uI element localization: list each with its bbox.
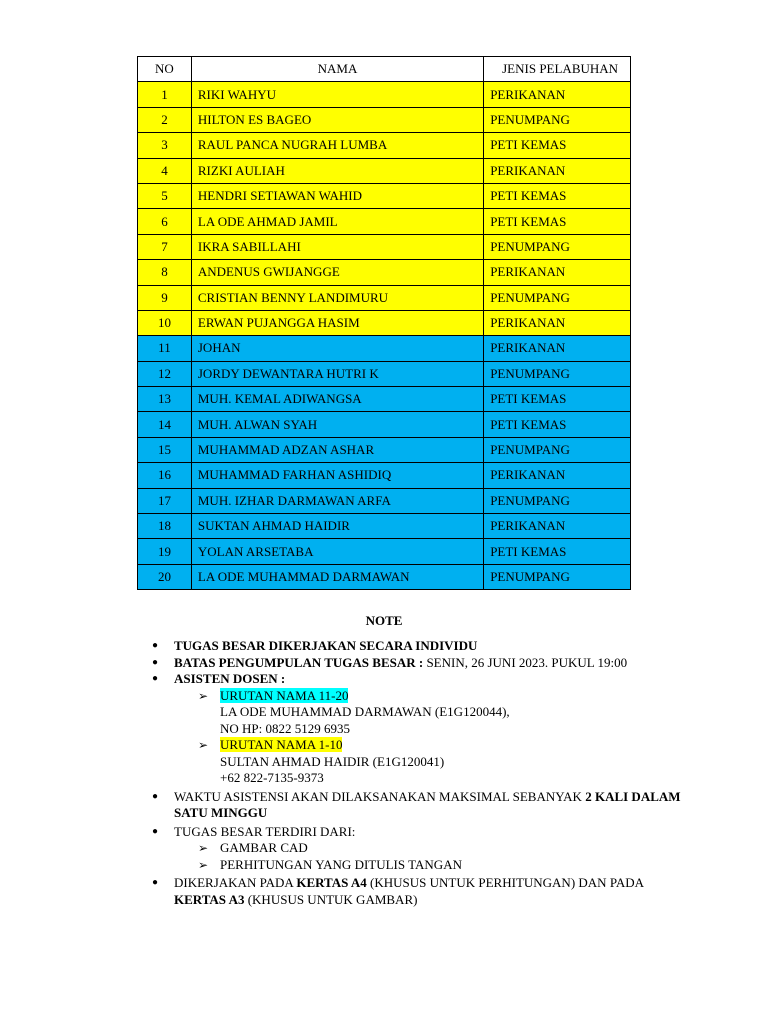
cell-no: 3 <box>138 133 192 158</box>
asisten-range <box>150 737 690 754</box>
header-no: NO <box>138 57 192 82</box>
cell-jenis: PERIKANAN <box>484 336 631 361</box>
cell-no: 9 <box>138 285 192 310</box>
cell-no: 1 <box>138 82 192 107</box>
cell-jenis: PETI KEMAS <box>484 209 631 234</box>
cell-nama: HENDRI SETIAWAN WAHID <box>191 183 483 208</box>
cell-nama: IKRA SABILLAHI <box>191 234 483 259</box>
cell-jenis: PENUMPANG <box>484 234 631 259</box>
cell-no: 16 <box>138 463 192 488</box>
asisten-name: LA ODE MUHAMMAD DARMAWAN (E1G120044), <box>220 704 510 719</box>
bullet-icon: ● <box>152 877 159 888</box>
note-subitem-text: PERHITUNGAN YANG DITULIS TANGAN <box>220 856 462 872</box>
cell-nama: ERWAN PUJANGGA HASIM <box>191 310 483 335</box>
asisten-name: SULTAN AHMAD HAIDIR (E1G120041) <box>220 753 445 769</box>
cell-jenis: PETI KEMAS <box>484 183 631 208</box>
cell-jenis: PENUMPANG <box>484 488 631 513</box>
note-bold: KERTAS A4 <box>296 875 367 890</box>
cell-nama: RIKI WAHYU <box>191 82 483 107</box>
cell-jenis: PETI KEMAS <box>484 133 631 158</box>
note-text: TUGAS BESAR DIKERJAKAN SECARA INDIVIDU <box>174 638 478 653</box>
cell-no: 13 <box>138 387 192 412</box>
cell-no: 12 <box>138 361 192 386</box>
cell-nama: LA ODE AHMAD JAMIL <box>191 209 483 234</box>
cell-jenis: PETI KEMAS <box>484 387 631 412</box>
table-row <box>138 285 631 310</box>
cell-no: 14 <box>138 412 192 437</box>
table-row <box>138 82 631 107</box>
asisten-phone: +62 822-7135-9373 <box>220 770 324 785</box>
table-row <box>138 260 631 285</box>
note-list <box>150 638 690 908</box>
cell-nama: LA ODE MUHAMMAD DARMAWAN <box>191 564 483 589</box>
cell-nama: RIZKI AULIAH <box>191 158 483 183</box>
cell-jenis: PENUMPANG <box>484 361 631 386</box>
table-row <box>138 412 631 437</box>
cell-no: 6 <box>138 209 192 234</box>
cell-no: 11 <box>138 336 192 361</box>
note-label: BATAS PENGUMPULAN TUGAS BESAR : <box>174 654 424 670</box>
note-bold: KERTAS A3 <box>174 891 245 907</box>
cell-jenis: PETI KEMAS <box>484 539 631 564</box>
note-item <box>150 655 690 672</box>
note-subitem <box>150 857 690 874</box>
cell-nama: MUHAMMAD ADZAN ASHAR <box>191 437 483 462</box>
note-item <box>150 638 690 655</box>
note-text: (KHUSUS UNTUK PERHITUNGAN) DAN PADA <box>366 875 644 890</box>
cell-no: 18 <box>138 514 192 539</box>
header-jenis: JENIS PELABUHAN <box>484 57 631 82</box>
note-title: NOTE <box>365 613 403 628</box>
student-table <box>137 56 631 590</box>
asisten-range <box>150 688 690 705</box>
table-row <box>138 539 631 564</box>
bullet-icon: ● <box>152 790 159 802</box>
asisten-phone: NO HP: 0822 5129 6935 <box>220 720 351 736</box>
table-row <box>138 107 631 132</box>
table-row <box>138 488 631 513</box>
cell-jenis: PERIKANAN <box>484 514 631 539</box>
table-row <box>138 463 631 488</box>
cell-no: 8 <box>138 260 192 285</box>
note-item <box>150 824 690 841</box>
cell-nama: HILTON ES BAGEO <box>191 107 483 132</box>
note-text: DIKERJAKAN PADA <box>174 875 297 890</box>
note-label: ASISTEN DOSEN : <box>174 671 286 686</box>
bullet-icon: ● <box>152 640 159 651</box>
note-item <box>150 671 690 688</box>
cell-jenis: PERIKANAN <box>484 260 631 285</box>
table-row <box>138 234 631 259</box>
cell-nama: JORDY DEWANTARA HUTRI K <box>191 361 483 386</box>
table-header-row <box>138 57 631 82</box>
note-value: SENIN, 26 JUNI 2023. PUKUL 19:00 <box>423 654 628 670</box>
header-nama: NAMA <box>191 57 483 82</box>
arrowhead-icon: ➢ <box>198 841 209 855</box>
cell-jenis: PETI KEMAS <box>484 412 631 437</box>
cell-jenis: PERIKANAN <box>484 310 631 335</box>
note-text: WAKTU ASISTENSI AKAN DILAKSANAKAN MAKSIMAL SEBANYAK <box>174 788 586 804</box>
table-row <box>138 387 631 412</box>
cell-nama: MUH. IZHAR DARMAWAN ARFA <box>191 488 483 513</box>
cell-nama: JOHAN <box>191 336 483 361</box>
cell-no: 2 <box>138 107 192 132</box>
table-row <box>138 183 631 208</box>
table-row <box>138 437 631 462</box>
cell-jenis: PENUMPANG <box>484 437 631 462</box>
table-row <box>138 209 631 234</box>
cell-nama: MUH. KEMAL ADIWANGSA <box>191 387 483 412</box>
table-row <box>138 564 631 589</box>
note-item <box>150 875 690 908</box>
arrowhead-icon: ➢ <box>198 738 209 752</box>
cell-no: 5 <box>138 183 192 208</box>
note-text: TUGAS BESAR TERDIRI DARI: <box>174 823 356 839</box>
cell-no: 15 <box>138 437 192 462</box>
cell-no: 4 <box>138 158 192 183</box>
table-body <box>138 82 631 590</box>
cell-nama: MUHAMMAD FARHAN ASHIDIQ <box>191 463 483 488</box>
note-text: (KHUSUS UNTUK GAMBAR) <box>244 891 418 907</box>
cell-jenis: PERIKANAN <box>484 158 631 183</box>
cell-no: 10 <box>138 310 192 335</box>
bullet-icon: ● <box>152 656 159 668</box>
arrowhead-icon: ➢ <box>198 688 209 703</box>
table-row <box>138 336 631 361</box>
note-item <box>150 789 690 822</box>
asisten-range-label: URUTAN NAMA 11-20 <box>220 687 349 703</box>
cell-jenis: PENUMPANG <box>484 564 631 589</box>
table-row <box>138 361 631 386</box>
note-subitem <box>150 840 690 857</box>
cell-nama: CRISTIAN BENNY LANDIMURU <box>191 285 483 310</box>
bullet-icon: ● <box>152 673 159 684</box>
cell-no: 19 <box>138 539 192 564</box>
note-subitem-text: GAMBAR CAD <box>220 840 308 855</box>
cell-nama: MUH. ALWAN SYAH <box>191 412 483 437</box>
cell-jenis: PERIKANAN <box>484 463 631 488</box>
cell-jenis: PENUMPANG <box>484 285 631 310</box>
note-bold: 2 KALI DALAM SATU MINGGU <box>174 788 681 820</box>
cell-nama: SUKTAN AHMAD HAIDIR <box>191 514 483 539</box>
cell-jenis: PENUMPANG <box>484 107 631 132</box>
table-row <box>138 158 631 183</box>
table-row <box>138 514 631 539</box>
cell-no: 17 <box>138 488 192 513</box>
cell-jenis: PERIKANAN <box>484 82 631 107</box>
cell-nama: YOLAN ARSETABA <box>191 539 483 564</box>
bullet-icon: ● <box>152 825 159 837</box>
cell-no: 20 <box>138 564 192 589</box>
cell-no: 7 <box>138 234 192 259</box>
cell-nama: ANDENUS GWIJANGGE <box>191 260 483 285</box>
arrowhead-icon: ➢ <box>198 857 209 872</box>
table-row <box>138 310 631 335</box>
cell-nama: RAUL PANCA NUGRAH LUMBA <box>191 133 483 158</box>
asisten-range-label: URUTAN NAMA 1-10 <box>220 737 343 752</box>
table-row <box>138 133 631 158</box>
